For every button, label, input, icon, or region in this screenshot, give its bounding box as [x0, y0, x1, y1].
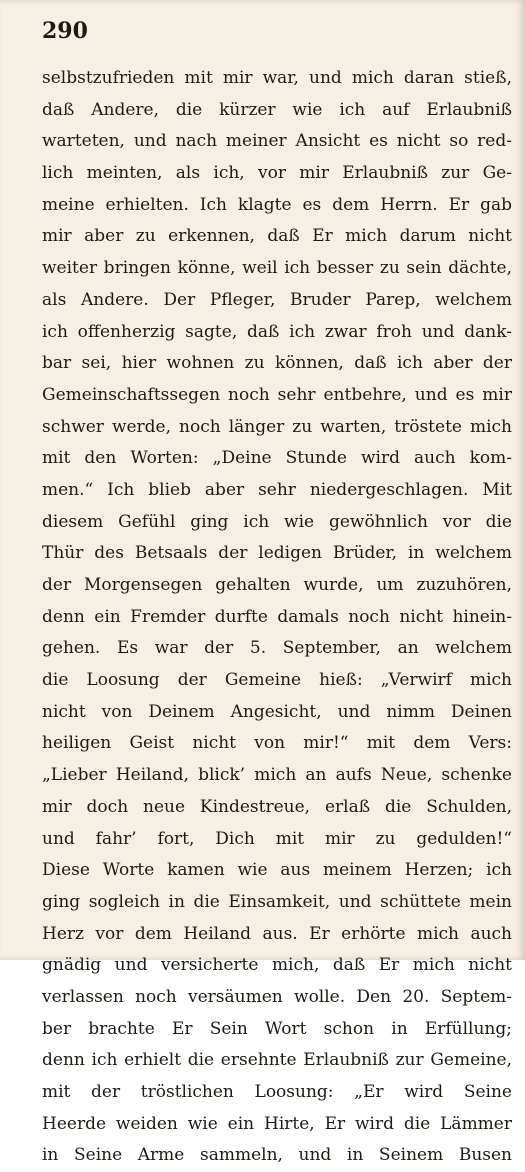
- text-line: schwer werde, noch länger zu warten, tröstete mich: [42, 416, 512, 437]
- text-line: ich offenherzig sagte, daß ich zwar froh und dank-: [42, 321, 512, 342]
- text-line: daß Andere, die kürzer wie ich auf Erlaubniß: [42, 99, 512, 120]
- text-line: Heerde weiden wie ein Hirte, Er wird die Lämmer: [42, 1113, 512, 1134]
- text-line: die Loosung der Gemeine hieß: „Verwirf mich: [42, 670, 512, 691]
- text-line: ber brachte Er Sein Wort schon in Erfüllung;: [42, 1018, 512, 1039]
- text-line: Thür des Betsaals der ledigen Brüder, in welchem: [42, 543, 512, 564]
- page-number: 290: [42, 18, 88, 44]
- body-text: [42, 63, 512, 1172]
- text-line: warteten, und nach meiner Ansicht es nicht so red-: [42, 131, 512, 152]
- text-line: weiter bringen könne, weil ich besser zu sein dächte,: [42, 258, 512, 279]
- text-line: mit der tröstlichen Loosung: „Er wird Seine: [42, 1082, 512, 1102]
- text-line: und fahr’ fort, Dich mit mir zu gedulden!“: [42, 828, 512, 849]
- text-line: denn ein Fremder durfte damals noch nicht hinein-: [42, 606, 512, 627]
- text-line: mir aber zu erkennen, daß Er mich darum nicht: [42, 226, 512, 247]
- text-line: lich meinten, als ich, vor mir Erlaubniß zur Ge-: [42, 163, 512, 184]
- text-line: selbstzufrieden mit mir war, und mich daran stieß,: [42, 68, 512, 88]
- text-line: „Lieber Heiland, blick’ mich an aufs Neue, schenke: [42, 765, 512, 786]
- text-line: Diese Worte kamen wie aus meinem Herzen; ich: [42, 860, 512, 881]
- text-line: heiligen Geist nicht von mir!“ mit dem Vers:: [42, 733, 512, 754]
- text-line: gehen. Es war der 5. September, an welchem: [42, 638, 512, 659]
- text-line: als Andere. Der Pfleger, Bruder Parep, welchem: [42, 289, 512, 310]
- text-line: denn ich erhielt die ersehnte Erlaubniß zur Gemeine,: [42, 1050, 512, 1071]
- text-line: nicht von Deinem Angesicht, und nimm Deinen: [42, 701, 512, 722]
- text-line: mit den Worten: „Deine Stunde wird auch kom-: [42, 448, 512, 469]
- text-line: verlassen noch versäumen wolle. Den 20. Septem-: [42, 986, 512, 1007]
- text-line: bar sei, hier wohnen zu können, daß ich aber der: [42, 353, 512, 374]
- text-line: gnädig und versicherte mich, daß Er mich nicht: [42, 955, 512, 976]
- text-line: diesem Gefühl ging ich wie gewöhnlich vor die: [42, 511, 512, 532]
- text-line: Gemeinschaftssegen noch sehr entbehre, und es mir: [42, 384, 512, 405]
- text-line: in Seine Arme sammeln, und in Seinem Busen: [42, 1145, 512, 1166]
- text-line: der Morgensegen gehalten wurde, um zuzuhören,: [42, 575, 512, 595]
- text-line: mir doch neue Kindestreue, erlaß die Schulden,: [42, 796, 512, 817]
- text-line: ging sogleich in die Einsamkeit, und schüttete mein: [42, 891, 512, 912]
- text-line: Herz vor dem Heiland aus. Er erhörte mich auch: [42, 923, 512, 944]
- text-line: men.“ Ich blieb aber sehr niedergeschlagen. Mit: [42, 479, 512, 500]
- text-line: meine erhielten. Ich klagte es dem Herrn. Er gab: [42, 194, 512, 215]
